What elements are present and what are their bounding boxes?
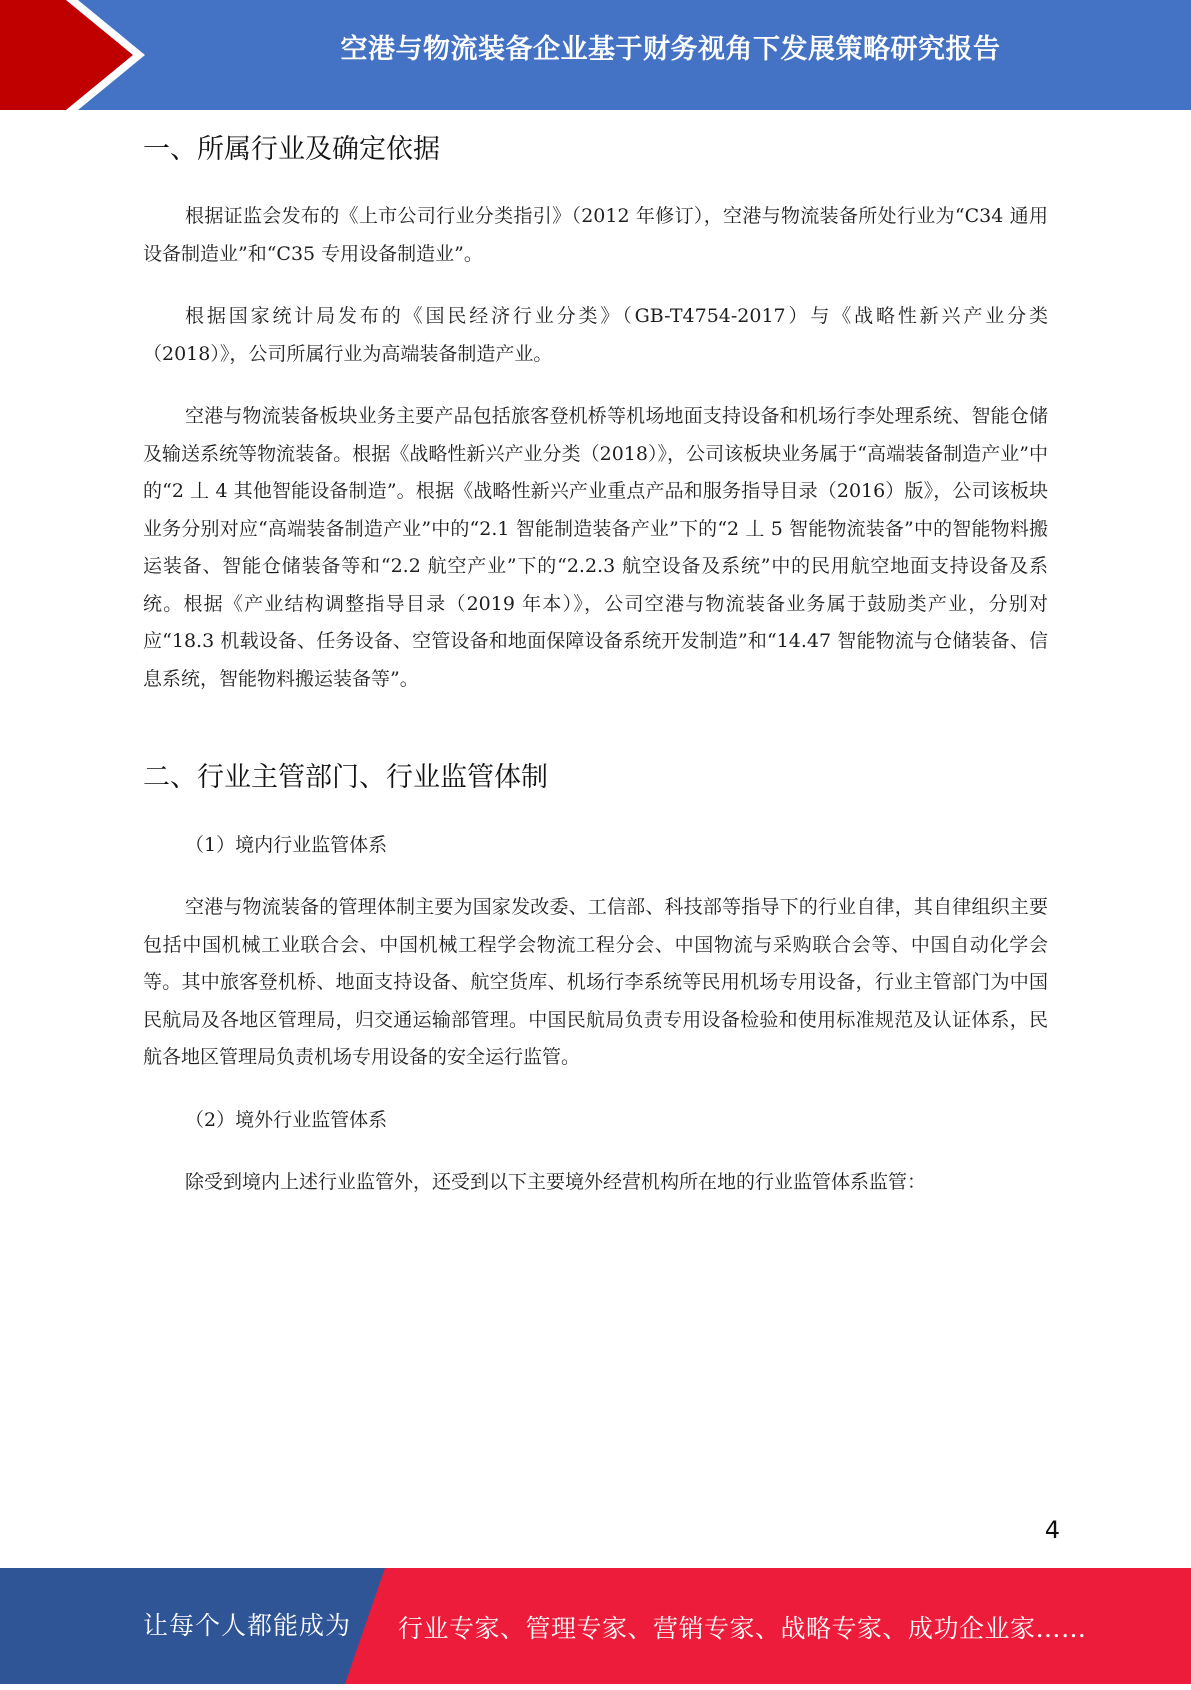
section-heading-regulation: 二、行业主管部门、行业监管体制: [143, 762, 548, 793]
paragraph-overseas-regulation: 除受到境内上述行业监管外，还受到以下主要境外经营机构所在地的行业监管体系监管：: [185, 1171, 927, 1193]
section-heading-industry: 一、所属行业及确定依据: [143, 134, 440, 165]
paragraph-csrc-classification: 根据证监会发布的《上市公司行业分类指引》（2012 年修订），空港与物流装备所处行业为“C34 通用设备制造业”和“C35 专用设备制造业”。: [143, 205, 1048, 265]
page-number: 4: [1044, 1516, 1060, 1544]
header-banner: [0, 0, 1191, 110]
subheading-domestic-regulation: （1）境内行业监管体系: [185, 834, 388, 856]
subheading-overseas-regulation: （2）境外行业监管体系: [185, 1109, 388, 1131]
footer-banner: [0, 1568, 1191, 1684]
footer-slogan-left: 让每个人都能成为: [143, 1611, 352, 1640]
paragraph-nbs-classification: 根据国家统计局发布的《国民经济行业分类》（GB-T4754-2017）与《战略性新兴产业分类（2018）》，公司所属行业为高端装备制造产业。: [143, 305, 1048, 365]
paragraph-business-classification: 空港与物流装备板块业务主要产品包括旅客登机桥等机场地面支持设备和机场行李处理系统、智能仓储及输送系统等物流装备。根据《战略性新兴产业分类（2018）》，公司该板块业务属于“高端装备制造产业”中的“2 丄 4 其他智能设备制造”。根据《战略性新兴产业重点产品和服务指导目录（2016）版》，公司该板块业务分别对应“高端装备制造产业”中的“2.1 智能制造装备产业”下的“2 丄 5 智能物流装备”中的智能物料搬运装备、智能仓储装备等和“2.2 航空产业”下的“2.2.3 航空设备及系统”中的民用航空地面支持设备及系统。根据《产业结构调整指导目录（2019 年本）》，公司空港与物流装备业务属于鼓励类产业，分别对应“18.3 机载设备、任务设备、空管设备和地面保障设备系统开发制造”和“14.47 智能物流与仓储装备、信息系统，智能物料搬运装备等”。: [143, 405, 1048, 690]
report-title: 空港与物流装备企业基于财务视角下发展策略研究报告: [340, 34, 1001, 65]
paragraph-domestic-regulation: 空港与物流装备的管理体制主要为国家发改委、工信部、科技部等指导下的行业自律，其自律组织主要包括中国机械工业联合会、中国机械工程学会物流工程分会、中国物流与采购联合会等、中国自动化学会等。其中旅客登机桥、地面支持设备、航空货库、机场行李系统等民用机场专用设备，行业主管部门为中国民航局及各地区管理局，归交通运输部管理。中国民航局负责专用设备检验和使用标准规范及认证体系，民航各地区管理局负责机场专用设备的安全运行监管。: [143, 896, 1048, 1068]
red-chevron-decoration: [0, 0, 160, 110]
footer-slogan-right: 行业专家、管理专家、营销专家、战略专家、成功企业家……: [398, 1614, 1087, 1643]
